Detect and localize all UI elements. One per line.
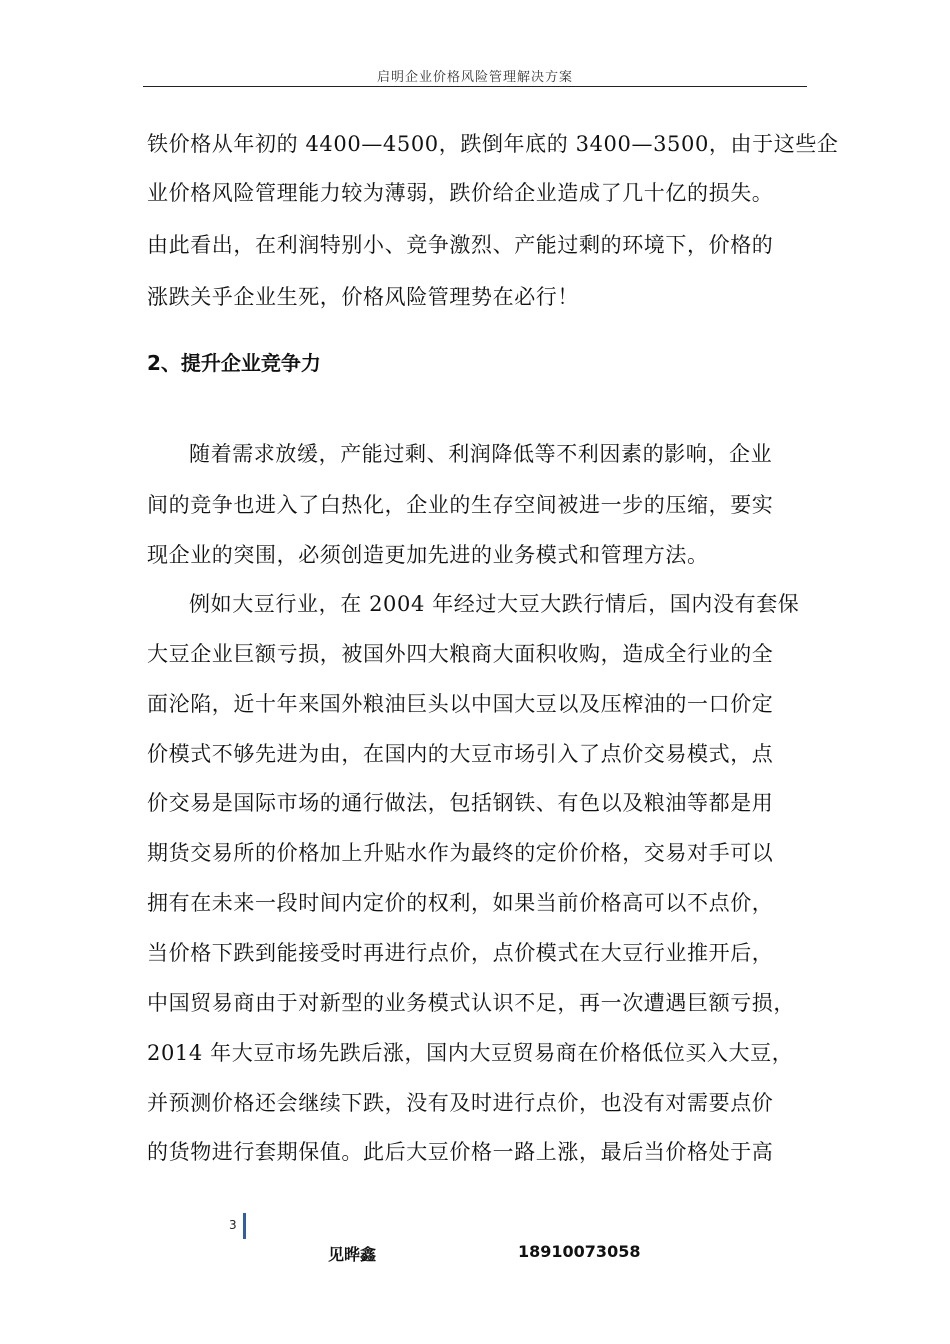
paragraph-line: 大豆企业巨额亏损，被国外四大粮商大面积收购，造成全行业的全 [147,642,774,666]
header-divider [143,86,807,87]
paragraph-line: 2014 年大豆市场先跌后涨，国内大豆贸易商在价格低位买入大豆， [147,1041,794,1065]
intro-line: 业价格风险管理能力较为薄弱，跌价给企业造成了几十亿的损失。 [147,181,774,205]
intro-line: 涨跌关乎企业生死，价格风险管理势在必行！ [147,285,579,309]
paragraph-line: 随着需求放缓，产能过剩、利润降低等不利因素的影响，企业 [189,442,773,466]
paragraph-line: 例如大豆行业，在 2004 年经过大豆大跌行情后，国内没有套保 [189,592,800,616]
footer-contact-name: 见晔鑫 [328,1245,377,1264]
footer-accent-bar [243,1213,246,1239]
page-number: 3 [229,1218,237,1232]
intro-line: 铁价格从年初的 4400—4500，跌倒年底的 3400—3500，由于这些企 [147,132,839,156]
footer-contact-phone: 18910073058 [518,1242,641,1261]
paragraph-line: 期货交易所的价格加上升贴水作为最终的定价价格，交易对手可以 [147,841,774,865]
paragraph-line: 间的竞争也进入了白热化，企业的生存空间被进一步的压缩，要实 [147,493,774,517]
paragraph-line: 价交易是国际市场的通行做法，包括钢铁、有色以及粮油等都是用 [147,791,774,815]
header-title: 启明企业价格风险管理解决方案 [376,70,573,85]
paragraph-line: 面沦陷，近十年来国外粮油巨头以中国大豆以及压榨油的一口价定 [147,692,774,716]
paragraph-line: 拥有在未来一段时间内定价的权利，如果当前价格高可以不点价， [147,891,774,915]
paragraph-line: 的货物进行套期保值。此后大豆价格一路上涨，最后当价格处于高 [147,1140,774,1164]
paragraph-line: 价模式不够先进为由，在国内的大豆市场引入了点价交易模式，点 [147,742,774,766]
paragraph-line: 当价格下跌到能接受时再进行点价，点价模式在大豆行业推开后， [147,941,774,965]
section-heading: 2、提升企业竞争力 [147,351,321,375]
intro-line: 由此看出，在利润特别小、竞争激烈、产能过剩的环境下，价格的 [147,233,774,257]
paragraph-line: 中国贸易商由于对新型的业务模式认识不足，再一次遭遇巨额亏损， [147,991,795,1015]
paragraph-line: 现企业的突围，必须创造更加先进的业务模式和管理方法。 [147,543,709,567]
paragraph-line: 并预测价格还会继续下跌，没有及时进行点价，也没有对需要点价 [147,1091,774,1115]
